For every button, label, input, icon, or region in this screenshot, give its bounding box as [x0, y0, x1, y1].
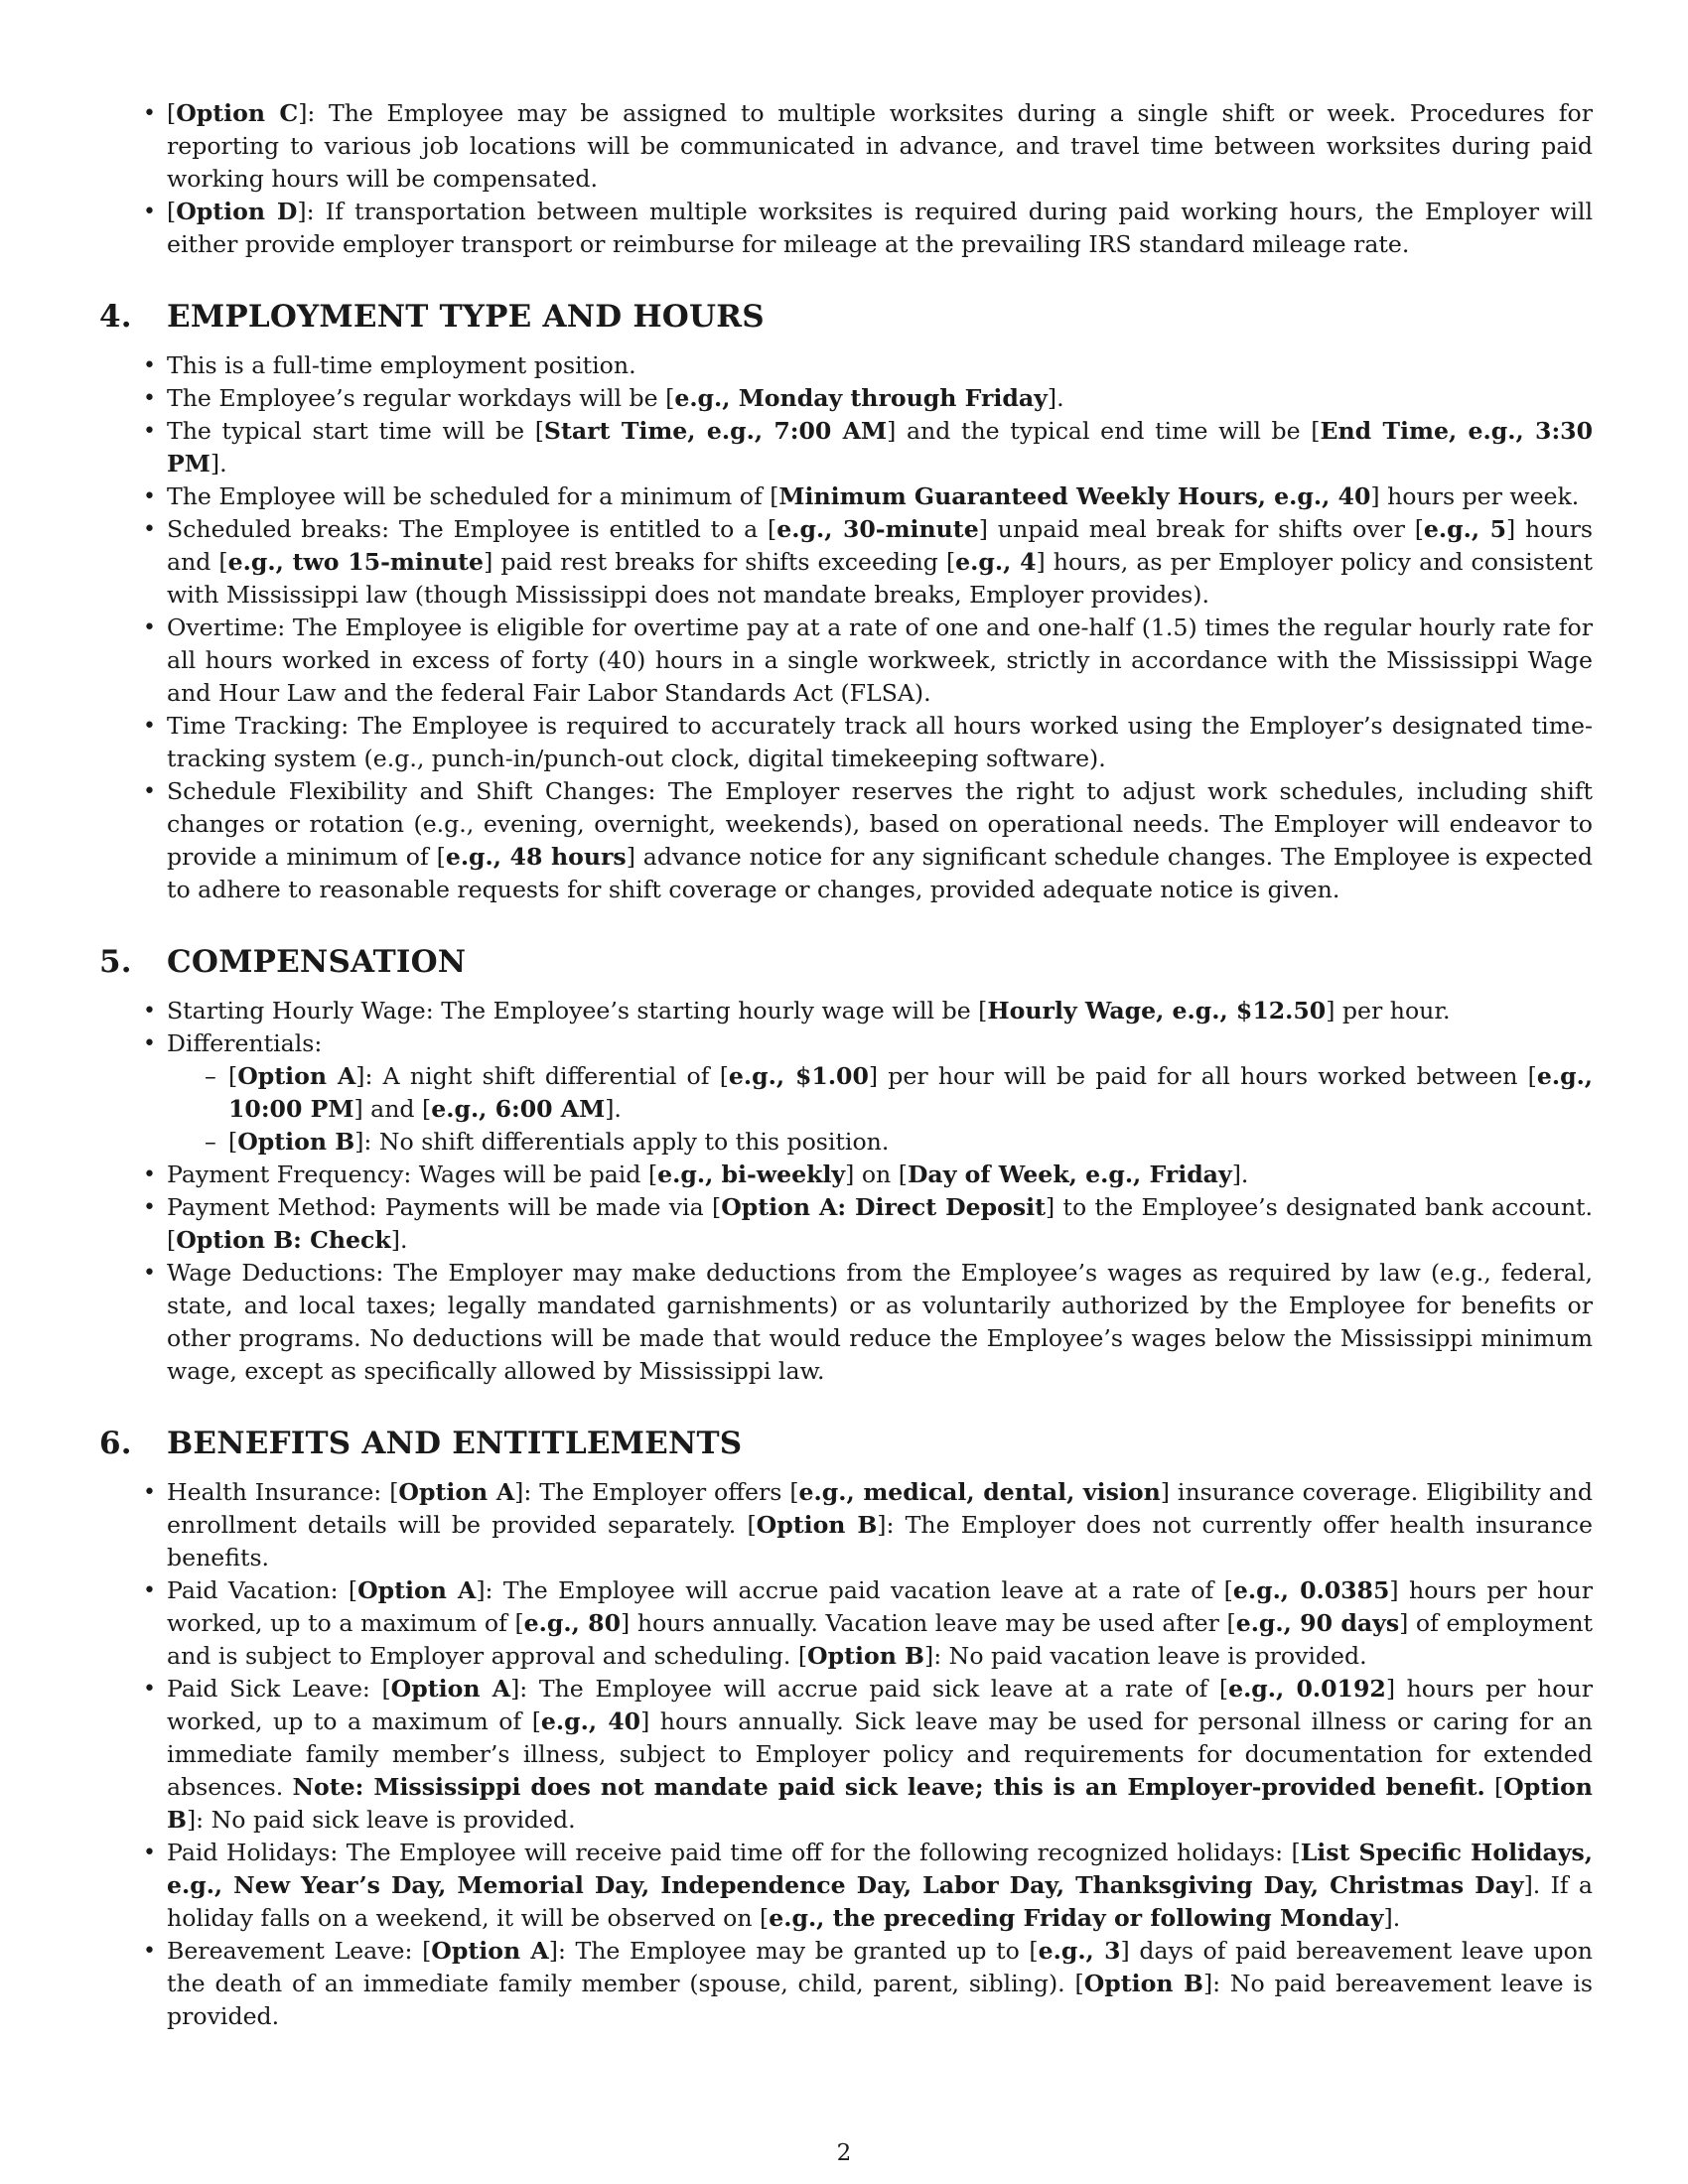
- text-segment: ] hours per hour worked, up to a maximum of [: [167, 1675, 1593, 1735]
- bold-text: e.g., 90 days: [1235, 1609, 1400, 1637]
- text-segment: The typical start time will be [: [167, 417, 544, 445]
- text-segment: ] unpaid meal break for shifts over [: [978, 515, 1424, 543]
- bold-text: Option B: Check: [176, 1226, 391, 1254]
- list-item: [167, 1027, 1593, 1159]
- bold-text: e.g., 0.0385: [1232, 1576, 1390, 1604]
- bold-text: e.g., 3: [1038, 1937, 1121, 1965]
- text-segment: Paid Sick Leave: [: [167, 1675, 391, 1703]
- bold-text: e.g., the preceding Friday or following Monday: [769, 1904, 1384, 1932]
- text-segment: ] of employment and is subject to Employer approval and scheduling. [: [167, 1609, 1594, 1670]
- text-segment: Time Tracking: The Employee is required to accurately track all hours worked using the Employer’s designated time-tracking system (e.g., punch-in/punch-out clock, digital timekeeping software).: [167, 712, 1593, 772]
- bold-text: Option D: [176, 198, 298, 225]
- bold-text: e.g., 10:00 PM: [228, 1062, 1594, 1123]
- list-item: [167, 1159, 1593, 1191]
- bold-text: Option B: [807, 1642, 925, 1670]
- bold-text: Option B: [167, 1773, 1593, 1834]
- text-segment: ] hours per week.: [1370, 482, 1580, 510]
- text-segment: ]: The Employee will accrue paid sick leave at a rate of [: [510, 1675, 1229, 1703]
- section-number: 5.: [99, 944, 132, 980]
- text-segment: Paid Vacation: [: [167, 1576, 358, 1604]
- intro-options-list: [167, 97, 1593, 261]
- bold-text: e.g., $1.00: [728, 1062, 869, 1090]
- bold-text: Option B: [756, 1511, 878, 1539]
- text-segment: ] per hour will be paid for all hours worked between [: [868, 1062, 1537, 1090]
- text-segment: ] advance notice for any significant schedule changes. The Employee is expected to adhere to reasonable requests for shift coverage or changes, provided adequate notice is given.: [167, 843, 1593, 903]
- section-list: [167, 1476, 1593, 2033]
- section-heading: [99, 944, 1593, 980]
- section-title: BENEFITS AND ENTITLEMENTS: [167, 1426, 743, 1461]
- text-segment: ].: [1047, 384, 1064, 412]
- list-item: [167, 775, 1593, 906]
- bold-text: Option A: [390, 1675, 511, 1703]
- bold-text: e.g., medical, dental, vision: [798, 1478, 1161, 1506]
- text-segment: ]: The Employer does not currently offer health insurance benefits.: [167, 1511, 1593, 1571]
- bold-text: Option A: [431, 1937, 549, 1965]
- text-segment: ] hours, as per Employer policy and consistent with Mississippi law (though Mississippi does not mandate breaks, Employer provides).: [167, 548, 1594, 609]
- bold-text: Option A: [398, 1478, 515, 1506]
- section-number: 4.: [99, 299, 132, 335]
- text-segment: Bereavement Leave: [: [167, 1937, 432, 1965]
- list-item: [167, 1257, 1593, 1388]
- text-segment: ] days of paid bereavement leave upon the death of an immediate family member (spouse, child, parent, sibling). [: [167, 1937, 1594, 1997]
- bold-text: Option C: [176, 99, 299, 127]
- bold-text: Option A: [357, 1576, 477, 1604]
- text-segment: ].: [210, 450, 227, 478]
- text-segment: ]: The Employee may be granted up to [: [548, 1937, 1039, 1965]
- bold-text: e.g., 40: [540, 1707, 641, 1735]
- bold-text: e.g., 5: [1423, 515, 1507, 543]
- bold-text: e.g., Monday through Friday: [674, 384, 1048, 412]
- text-segment: ] hours annually. Vacation leave may be used after [: [621, 1609, 1236, 1637]
- text-segment: ]: If transportation between multiple worksites is required during paid working hours, the Employer will either provide employer transport or reimburse for mileage at the prevailing IRS standard mileage rate.: [167, 198, 1593, 258]
- text-segment: ] hours annually. Sick leave may be used for personal illness or caring for an immediate family member’s illness, subject to Employer policy and requirements for documentation for extended absences.: [167, 1707, 1593, 1801]
- text-segment: The Employee will be scheduled for a minimum of [: [167, 482, 779, 510]
- text-segment: [: [1484, 1773, 1504, 1801]
- bold-text: Option B: [237, 1128, 355, 1156]
- text-segment: Payment Frequency: Wages will be paid [: [167, 1160, 658, 1188]
- list-item: [167, 513, 1593, 612]
- section: [99, 944, 1594, 1388]
- list-item: [167, 349, 1593, 382]
- list-item: [167, 415, 1593, 480]
- list-item: [167, 196, 1593, 261]
- text-segment: ] and the typical end time will be [: [887, 417, 1321, 445]
- bold-text: List Specific Holidays, e.g., New Year’s Day, Memorial Day, Independence Day, Labor Day, Thanksgiving Day, Christmas Day: [167, 1839, 1593, 1899]
- text-segment: Paid Holidays: The Employee will receive paid time off for the following recognized holidays: [: [167, 1839, 1301, 1866]
- section-number: 6.: [99, 1426, 132, 1461]
- bold-text: e.g., 80: [523, 1609, 621, 1637]
- text-segment: ] hours and [: [167, 515, 1594, 576]
- text-segment: Starting Hourly Wage: The Employee’s starting hourly wage will be [: [167, 997, 988, 1024]
- text-segment: Overtime: The Employee is eligible for overtime pay at a rate of one and one-half (1.5) times the regular hourly rate for all hours worked in excess of forty (40) hours in a single workweek, strictly in accordance with the Mississippi Wage and Hour Law and the federal Fair Labor Standards Act (FLSA).: [167, 614, 1593, 707]
- text-segment: ] and [: [353, 1095, 432, 1123]
- text-segment: ].: [390, 1226, 408, 1254]
- list-item: [167, 1476, 1593, 1574]
- bold-text: Option A: Direct Deposit: [721, 1193, 1047, 1221]
- text-segment: ]: A night shift differential of [: [355, 1062, 729, 1090]
- text-segment: Differentials:: [167, 1029, 323, 1057]
- text-segment: [: [228, 1062, 238, 1090]
- text-segment: [: [228, 1128, 238, 1156]
- text-segment: ]: The Employee may be assigned to multiple worksites during a single shift or week. Procedures for reporting to various job locations will be communicated in advance, and travel time between worksites during paid working hours will be compensated.: [167, 99, 1593, 193]
- list-item: [167, 1673, 1593, 1837]
- text-segment: ].: [1383, 1904, 1401, 1932]
- list-item: [167, 97, 1593, 196]
- sections-container: [99, 299, 1594, 2033]
- sub-list: [228, 1060, 1593, 1159]
- section-title: COMPENSATION: [167, 944, 467, 980]
- text-segment: ] paid rest breaks for shifts exceeding [: [484, 548, 956, 576]
- bold-text: e.g., 30-minute: [776, 515, 979, 543]
- document-page: [99, 97, 1594, 2033]
- text-segment: ]: The Employer offers [: [514, 1478, 799, 1506]
- section-list: [167, 349, 1593, 906]
- text-segment: ].: [605, 1095, 622, 1123]
- bold-text: Note: Mississippi does not mandate paid sick leave; this is an Employer-provided benefit.: [292, 1773, 1485, 1801]
- section-title: EMPLOYMENT TYPE AND HOURS: [167, 299, 765, 335]
- bold-text: Option A: [237, 1062, 356, 1090]
- bold-text: End Time, e.g., 3:30 PM: [167, 417, 1593, 478]
- text-segment: ]: No shift differentials apply to this position.: [354, 1128, 890, 1156]
- section-heading: [99, 1426, 1593, 1461]
- text-segment: [: [167, 99, 177, 127]
- text-segment: Scheduled breaks: The Employee is entitled to a [: [167, 515, 777, 543]
- bold-text: e.g., 4: [955, 548, 1037, 576]
- text-segment: Health Insurance: [: [167, 1478, 399, 1506]
- section: [99, 299, 1594, 906]
- text-segment: ] to the Employee’s designated bank account. [: [167, 1193, 1594, 1254]
- bold-text: e.g., bi-weekly: [657, 1160, 846, 1188]
- text-segment: [: [167, 198, 177, 225]
- text-segment: This is a full-time employment position.: [167, 351, 636, 379]
- list-item: [167, 1837, 1593, 1935]
- section: [99, 1426, 1594, 2033]
- text-segment: Payment Method: Payments will be made via [: [167, 1193, 722, 1221]
- bold-text: Option B: [1083, 1970, 1203, 1997]
- section-list: [167, 995, 1593, 1388]
- list-item: [167, 1935, 1593, 2033]
- list-item: [167, 1191, 1593, 1257]
- bold-text: Minimum Guaranteed Weekly Hours, e.g., 40: [778, 482, 1371, 510]
- bold-text: Day of Week, e.g., Friday: [907, 1160, 1232, 1188]
- sub-list-item: [228, 1060, 1593, 1126]
- text-segment: ] on [: [845, 1160, 908, 1188]
- text-segment: ] hours per hour worked, up to a maximum of [: [167, 1576, 1593, 1637]
- text-segment: ]: No paid vacation leave is provided.: [924, 1642, 1367, 1670]
- page-number: 2: [836, 2140, 852, 2166]
- section-heading: [99, 299, 1593, 335]
- text-segment: The Employee’s regular workdays will be [: [167, 384, 675, 412]
- bold-text: e.g., 48 hours: [445, 843, 627, 871]
- text-segment: ] insurance coverage. Eligibility and enrollment details will be provided separately. [: [167, 1478, 1593, 1539]
- bold-text: e.g., 0.0192: [1228, 1675, 1386, 1703]
- sub-list-item: [228, 1126, 1593, 1159]
- bold-text: e.g., 6:00 AM: [431, 1095, 606, 1123]
- text-segment: Schedule Flexibility and Shift Changes: The Employer reserves the right to adjust work schedules, including shift changes or rotation (e.g., evening, overnight, weekends), based on operational needs. The Employer will endeavor to provide a minimum of [: [167, 777, 1593, 871]
- text-segment: ]: No paid bereavement leave is provided.: [167, 1970, 1593, 2030]
- list-item: [167, 995, 1593, 1027]
- text-segment: ]. If a holiday falls on a weekend, it will be observed on [: [167, 1871, 1593, 1932]
- text-segment: ] per hour.: [1326, 997, 1451, 1024]
- list-item: [167, 480, 1593, 513]
- list-item: [167, 612, 1593, 710]
- list-item: [167, 1574, 1593, 1673]
- list-item: [167, 710, 1593, 775]
- bold-text: Hourly Wage, e.g., $12.50: [987, 997, 1327, 1024]
- bold-text: Start Time, e.g., 7:00 AM: [543, 417, 888, 445]
- text-segment: ]: No paid sick leave is provided.: [186, 1806, 576, 1834]
- text-segment: ].: [1231, 1160, 1249, 1188]
- bold-text: e.g., two 15-minute: [227, 548, 485, 576]
- text-segment: ]: The Employee will accrue paid vacation leave at a rate of [: [476, 1576, 1233, 1604]
- text-segment: Wage Deductions: The Employer may make deductions from the Employee’s wages as required by law (e.g., federal, state, and local taxes; legally mandated garnishments) or as voluntarily authorized by the Employee for benefits or other programs. No deductions will be made that would reduce the Employee’s wages below the Mississippi minimum wage, except as specifically allowed by Mississippi law.: [167, 1259, 1593, 1385]
- list-item: [167, 382, 1593, 415]
